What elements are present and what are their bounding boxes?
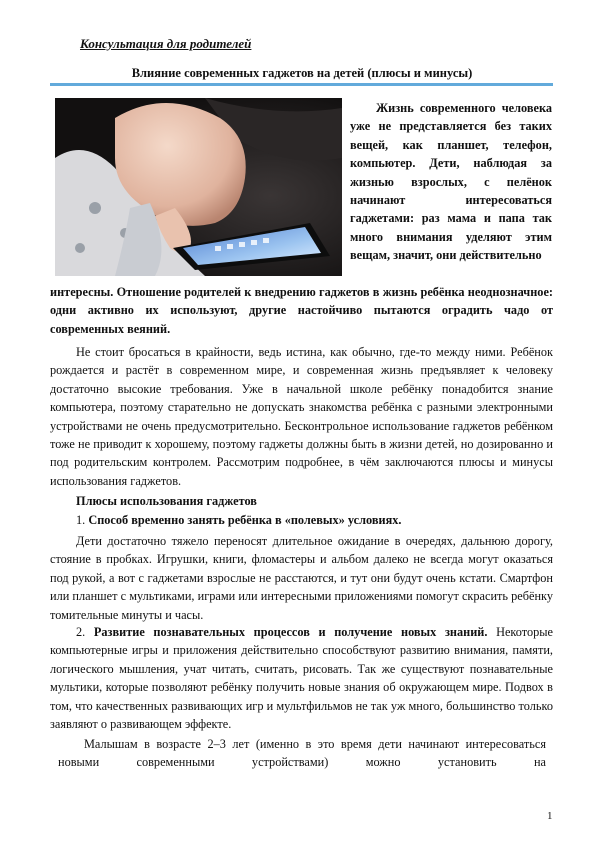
paragraph-extremes: Не стоит бросаться в крайности, ведь истина, как обычно, где-то между ними. Ребёнок рождается и растёт в современном мире, и современная жизнь предъявляет к человеку достаточно высокие требования. Уже в начальной школе ребёнку понадобится знание компьютера, поэтому старательно не допускать знакомства ребёнка с разными электронными устройствами не очень предусмотрительно. Бесконтрольное использование гаджетов ребёнком тоже не приводит к хорошему, поэтому гаджеты должны быть в жизни детей, но дозированно и под родительским контролем. Рассмотрим подробнее, в чём заключаются плюсы и минусы использования гаджетов.	[50, 345, 553, 488]
intro-text-continued: интересны. Отношение родителей к внедрению гаджетов в жизнь ребёнка неоднозначное: одни активно их используют, другие настойчиво пытаются оградить чадо от современных веяний.	[50, 285, 553, 336]
pro-item-1-heading	[76, 513, 401, 528]
pros-heading: Плюсы использования гаджетов	[76, 494, 257, 508]
page-number: 1	[547, 810, 553, 822]
title-divider	[50, 83, 553, 86]
consultation-label: Консультация для родителей	[80, 36, 252, 51]
pro-item-2-number: 2.	[76, 625, 86, 639]
photo-baby-with-tablet	[55, 98, 342, 276]
pro-item-2-paragraph	[50, 623, 553, 733]
document-title: Влияние современных гаджетов на детей (плюсы и минусы)	[131, 66, 473, 80]
paragraph-toddlers: Малышам в возрасте 2–3 лет (именно в это время дети начинают интересоваться новыми современными устройствами) можно установить на	[58, 737, 546, 770]
pro-item-2-text: Некоторые компьютерные игры и приложения действительно способствуют развитию внимания, памяти, логического мышления, учат читать, считать, рисовать. Так же существуют познавательные мультики, которые позволяют ребёнку получить новые знания об окружающем мире. Подвох в том, что качественных развивающих игр и мультфильмов не так уж много, большинство только заявляют о развивающем эффекте.	[50, 625, 553, 732]
pro-item-1-title: Способ временно занять ребёнка в «полевых» условиях.	[88, 513, 402, 527]
photo-illustration	[55, 98, 342, 276]
pro-item-1-text: Дети достаточно тяжело переносят длительное ожидание в очередях, дальнюю дорогу, стояние в пробках. Игрушки, книги, фломастеры и альбом далеко не всегда могут оказаться под рукой, а вот с гаджетами взрослые не расстаются, и тут они будут очень кстати. Смартфон или планшет с мультиками, играми или интересными приложениями помогут скрасить ребёнку томительные минуты и часы.	[50, 534, 553, 622]
pro-item-1-number: 1.	[76, 513, 86, 527]
intro-text-side: Жизнь современного человека уже не представляется без таких вещей, как планшет, телефон, компьютер. Дети, наблюдая за жизнью взрослых, с пелёнок начинают интересоваться гаджетами: раз мама и папа так много внимания уделяют этим вещам, значит, они действительно	[350, 101, 552, 263]
pro-item-2-title: Развитие познавательных процессов и получение новых знаний.	[93, 625, 488, 639]
